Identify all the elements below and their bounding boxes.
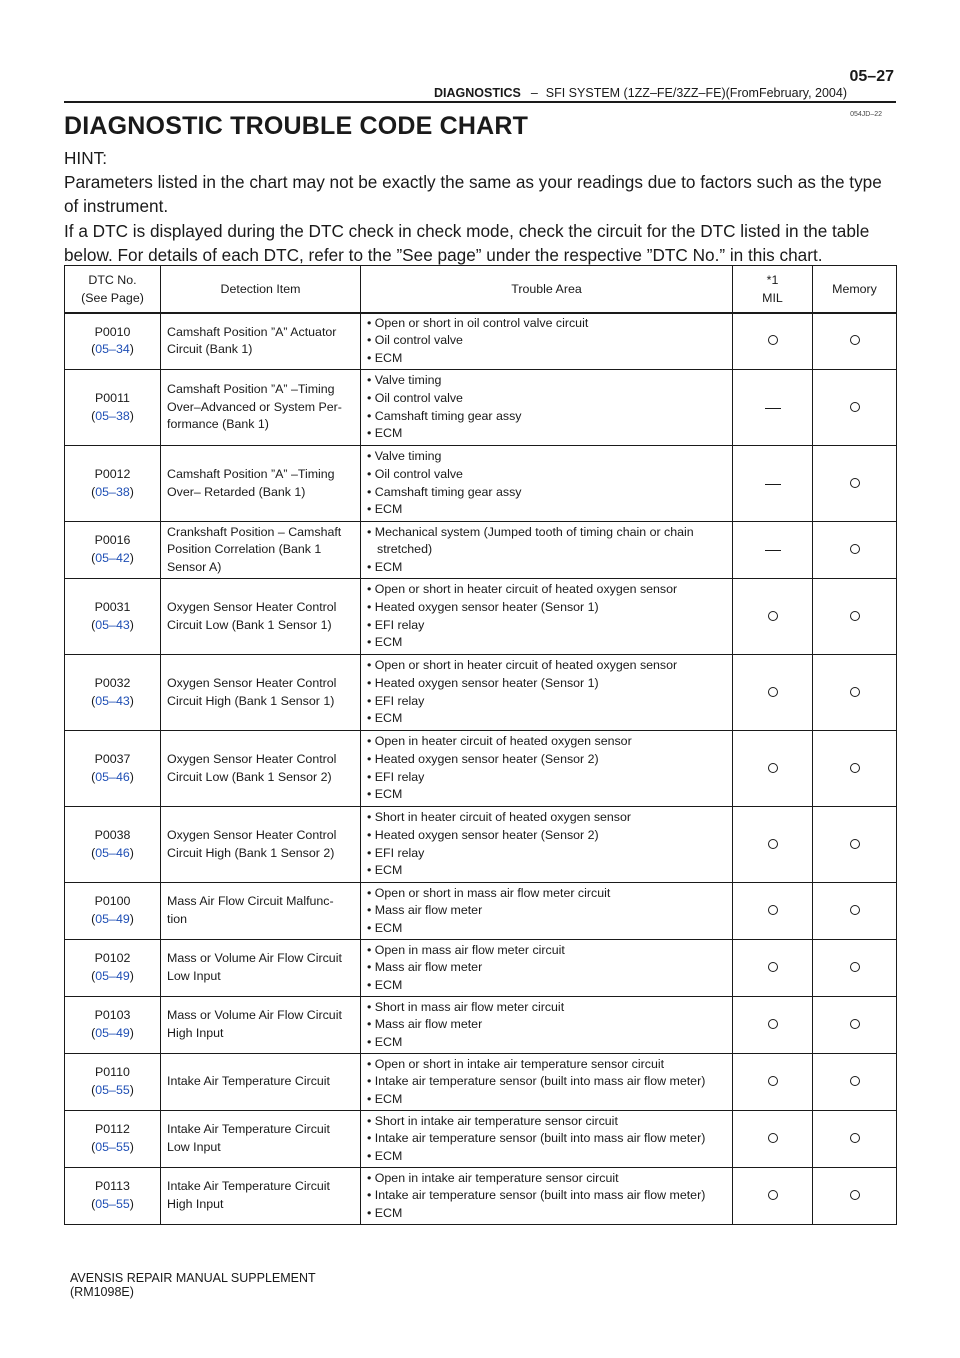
- detection-item-line: formance (Bank 1): [167, 417, 269, 432]
- detection-item-line: Intake Air Temperature Circuit: [167, 1074, 330, 1089]
- detection-item-line: Intake Air Temperature Circuit: [167, 1122, 330, 1137]
- detection-item-line: Oxygen Sensor Heater Control: [167, 827, 337, 842]
- dtc-code-cell: P0016 (05–42): [65, 522, 161, 579]
- detection-item-line: Camshaft Position ”A” –Timing: [167, 466, 335, 481]
- memory-circle-icon: [850, 962, 860, 972]
- mil-cell: [733, 807, 813, 883]
- header-separator: –: [530, 86, 538, 100]
- dtc-code: P0037: [94, 751, 131, 766]
- footer: [70, 1271, 316, 1299]
- intro-text: [64, 146, 898, 267]
- trouble-area-item: • Intake air temperature sensor (built into mass air flow meter): [367, 1130, 732, 1148]
- trouble-area-list: [367, 942, 732, 995]
- hint-paragraph-1: Parameters listed in the chart may not be exactly the same as your readings due to factors such as the type of instrument.: [64, 172, 882, 217]
- memory-cell: [813, 370, 897, 446]
- dtc-code: P0038: [94, 827, 131, 842]
- detection-item-line: Over–Advanced or System Per-: [167, 399, 342, 414]
- header-title: [434, 86, 847, 100]
- col-dtc-header: [65, 266, 161, 313]
- dtc-code-cell: P0102 (05–49): [65, 940, 161, 997]
- detection-item-line: Circuit (Bank 1): [167, 342, 253, 357]
- trouble-area-item: • ECM: [367, 501, 732, 519]
- trouble-area-item: • EFI relay: [367, 693, 732, 711]
- see-page-link[interactable]: 05–55: [95, 1083, 130, 1097]
- detection-item-line: Crankshaft Position – Camshaft: [167, 524, 342, 539]
- trouble-area-list: [367, 1056, 732, 1109]
- detection-item-line: Circuit High (Bank 1 Sensor 2): [167, 845, 335, 860]
- mil-cell: [733, 655, 813, 731]
- detection-item-line: Over– Retarded (Bank 1): [167, 484, 306, 499]
- trouble-area-item: • ECM: [367, 425, 732, 443]
- memory-circle-icon: [850, 905, 860, 915]
- trouble-area-item: • Heated oxygen sensor heater (Sensor 1): [367, 675, 732, 693]
- trouble-area-item: • ECM: [367, 559, 732, 577]
- trouble-area-item: • ECM: [367, 350, 732, 368]
- trouble-area-cell: [361, 313, 733, 370]
- mil-circle-icon: [768, 1076, 778, 1086]
- trouble-area-item: • Short in intake air temperature sensor circuit: [367, 1113, 732, 1131]
- memory-cell: [813, 883, 897, 940]
- memory-circle-icon: [850, 1076, 860, 1086]
- dtc-code: P0012: [94, 466, 131, 481]
- trouble-area-list: [367, 1113, 732, 1166]
- see-page-link[interactable]: 05–38: [95, 484, 130, 499]
- see-page-link[interactable]: 05–43: [95, 617, 130, 632]
- trouble-area-cell: [361, 940, 733, 997]
- hint-label: HINT:: [64, 148, 107, 168]
- mil-cell: [733, 731, 813, 807]
- memory-cell: [813, 1054, 897, 1111]
- detection-item-cell: [161, 446, 361, 522]
- detection-item-line: Oxygen Sensor Heater Control: [167, 599, 337, 614]
- detection-item-cell: [161, 997, 361, 1054]
- trouble-area-item: • Short in heater circuit of heated oxygen sensor: [367, 809, 732, 827]
- dtc-code: P0100: [94, 894, 131, 909]
- detection-item-line: Circuit High (Bank 1 Sensor 1): [167, 693, 335, 708]
- dtc-code: P0103: [94, 1008, 131, 1023]
- memory-circle-icon: [850, 402, 860, 412]
- memory-circle-icon: [850, 839, 860, 849]
- running-header: [64, 68, 896, 100]
- mil-circle-icon: [768, 763, 778, 773]
- trouble-area-cell: [361, 446, 733, 522]
- memory-cell: [813, 655, 897, 731]
- trouble-area-cell: [361, 579, 733, 655]
- dtc-code: P0112: [95, 1122, 130, 1137]
- detection-item-line: Circuit Low (Bank 1 Sensor 2): [167, 769, 332, 784]
- see-page-link[interactable]: 05–46: [95, 845, 130, 860]
- memory-cell: [813, 807, 897, 883]
- col-mil-line2: MIL: [762, 290, 783, 305]
- trouble-area-item: • Mechanical system (Jumped tooth of timing chain or chain stretched): [367, 524, 732, 559]
- trouble-area-item: • ECM: [367, 1205, 732, 1223]
- memory-cell: [813, 731, 897, 807]
- detection-item-line: Oxygen Sensor Heater Control: [167, 751, 337, 766]
- reference-code: 054JD–22: [850, 111, 882, 118]
- memory-cell: [813, 997, 897, 1054]
- trouble-area-item: • Open or short in mass air flow meter circuit: [367, 885, 732, 903]
- trouble-area-item: • EFI relay: [367, 845, 732, 863]
- trouble-area-list: [367, 885, 732, 938]
- memory-circle-icon: [850, 763, 860, 773]
- dtc-code-cell: P0038 (05–46): [65, 807, 161, 883]
- dtc-code-cell: P0113 (05–55): [65, 1168, 161, 1225]
- trouble-area-item: • ECM: [367, 634, 732, 652]
- detection-item-cell: [161, 522, 361, 579]
- detection-item-line: Camshaft Position ”A” Actuator: [167, 324, 337, 339]
- table-row: [65, 731, 897, 807]
- dtc-code: P0010: [94, 324, 131, 339]
- detection-item-line: tion: [167, 912, 187, 926]
- trouble-area-cell: [361, 731, 733, 807]
- col-trouble-header: Trouble Area: [361, 266, 733, 313]
- mil-not-lit-dash-icon: [765, 550, 781, 551]
- trouble-area-list: [367, 657, 732, 727]
- mil-cell: [733, 1168, 813, 1225]
- memory-circle-icon: [850, 611, 860, 621]
- detection-item-cell: [161, 1111, 361, 1168]
- trouble-area-list: [367, 524, 732, 577]
- mil-cell: [733, 1111, 813, 1168]
- dtc-code: P0031: [94, 599, 131, 614]
- detection-item-cell: [161, 1054, 361, 1111]
- trouble-area-item: • Open or short in oil control valve circuit: [367, 315, 732, 333]
- footer-manual-title: AVENSIS REPAIR MANUAL SUPPLEMENT: [70, 1271, 316, 1285]
- trouble-area-list: [367, 733, 732, 803]
- trouble-area-cell: [361, 522, 733, 579]
- mil-cell: [733, 883, 813, 940]
- mil-not-lit-dash-icon: [765, 408, 781, 409]
- trouble-area-list: [367, 1170, 732, 1223]
- table-row: [65, 655, 897, 731]
- detection-item-line: Low Input: [167, 969, 221, 983]
- memory-cell: [813, 313, 897, 370]
- header-subtitle: SFI SYSTEM (1ZZ–FE/3ZZ–FE)(FromFebruary, 2004): [545, 86, 847, 100]
- trouble-area-item: • ECM: [367, 1148, 732, 1166]
- trouble-area-cell: [361, 883, 733, 940]
- trouble-area-list: [367, 581, 732, 651]
- header-section: DIAGNOSTICS: [434, 86, 521, 100]
- dtc-code-cell: P0010 (05–34): [65, 313, 161, 370]
- detection-item-line: Position Correlation (Bank 1: [167, 542, 322, 557]
- detection-item-line: Mass or Volume Air Flow Circuit: [167, 1008, 342, 1023]
- mil-circle-icon: [768, 1190, 778, 1200]
- dtc-table: [64, 265, 897, 1225]
- trouble-area-item: • Valve timing: [367, 448, 732, 466]
- trouble-area-item: • Mass air flow meter: [367, 959, 732, 977]
- see-page-link[interactable]: 05–38: [95, 408, 130, 423]
- col-detection-header: Detection Item: [161, 266, 361, 313]
- trouble-area-item: • ECM: [367, 977, 732, 995]
- dtc-code-cell: P0112 (05–55): [65, 1111, 161, 1168]
- trouble-area-item: • Valve timing: [367, 372, 732, 390]
- mil-circle-icon: [768, 687, 778, 697]
- see-page-link[interactable]: 05–42: [95, 551, 130, 565]
- trouble-area-item: • Open or short in heater circuit of heated oxygen sensor: [367, 581, 732, 599]
- table-row: [65, 883, 897, 940]
- table-row: [65, 940, 897, 997]
- trouble-area-item: • Heated oxygen sensor heater (Sensor 2): [367, 827, 732, 845]
- detection-item-line: High Input: [167, 1026, 224, 1040]
- table-row: [65, 579, 897, 655]
- table-row: [65, 997, 897, 1054]
- detection-item-line: Camshaft Position ”A” –Timing: [167, 382, 335, 397]
- detection-item-cell: [161, 579, 361, 655]
- dtc-code: P0110: [95, 1065, 130, 1080]
- trouble-area-cell: [361, 1168, 733, 1225]
- footer-manual-code: (RM1098E): [70, 1285, 134, 1299]
- trouble-area-item: • ECM: [367, 786, 732, 804]
- table-row: [65, 446, 897, 522]
- dtc-code-cell: P0100 (05–49): [65, 883, 161, 940]
- trouble-area-item: • ECM: [367, 710, 732, 728]
- mil-cell: [733, 446, 813, 522]
- mil-cell: [733, 313, 813, 370]
- see-page-link[interactable]: 05–49: [95, 1026, 130, 1040]
- col-mil-line1: *1: [766, 272, 779, 287]
- mil-circle-icon: [768, 905, 778, 915]
- dtc-code: P0032: [94, 675, 131, 690]
- see-page-link[interactable]: 05–49: [95, 969, 130, 983]
- memory-cell: [813, 522, 897, 579]
- mil-cell: [733, 940, 813, 997]
- detection-item-line: Mass or Volume Air Flow Circuit: [167, 951, 342, 966]
- dtc-code: P0016: [94, 533, 131, 548]
- trouble-area-item: • Mass air flow meter: [367, 902, 732, 920]
- trouble-area-item: • Intake air temperature sensor (built into mass air flow meter): [367, 1187, 732, 1205]
- table-row: [65, 1168, 897, 1225]
- trouble-area-item: • Camshaft timing gear assy: [367, 484, 732, 502]
- trouble-area-item: • Open or short in intake air temperature sensor circuit: [367, 1056, 732, 1074]
- dtc-code-cell: P0031 (05–43): [65, 579, 161, 655]
- see-page-link[interactable]: 05–49: [95, 912, 130, 926]
- detection-item-cell: [161, 1168, 361, 1225]
- header-rule: [64, 101, 896, 103]
- trouble-area-list: [367, 999, 732, 1052]
- trouble-area-item: • Heated oxygen sensor heater (Sensor 1): [367, 599, 732, 617]
- dtc-code: P0102: [94, 951, 131, 966]
- mil-cell: [733, 1054, 813, 1111]
- mil-not-lit-dash-icon: [765, 484, 781, 485]
- mil-circle-icon: [768, 335, 778, 345]
- mil-cell: [733, 522, 813, 579]
- trouble-area-item: • Intake air temperature sensor (built into mass air flow meter): [367, 1073, 732, 1091]
- memory-circle-icon: [850, 478, 860, 488]
- trouble-area-item: • Heated oxygen sensor heater (Sensor 2): [367, 751, 732, 769]
- detection-item-line: Low Input: [167, 1140, 221, 1154]
- trouble-area-cell: [361, 1054, 733, 1111]
- dtc-code-cell: P0110 (05–55): [65, 1054, 161, 1111]
- memory-cell: [813, 940, 897, 997]
- trouble-area-list: [367, 315, 732, 368]
- detection-item-line: High Input: [167, 1197, 224, 1211]
- memory-circle-icon: [850, 1019, 860, 1029]
- detection-item-line: Intake Air Temperature Circuit: [167, 1179, 330, 1194]
- detection-item-line: Circuit Low (Bank 1 Sensor 1): [167, 617, 332, 632]
- detection-item-line: Mass Air Flow Circuit Malfunc-: [167, 894, 334, 909]
- trouble-area-cell: [361, 997, 733, 1054]
- see-page-link[interactable]: 05–34: [95, 342, 130, 357]
- detection-item-cell: [161, 731, 361, 807]
- table-row: [65, 1111, 897, 1168]
- trouble-area-cell: [361, 807, 733, 883]
- mil-circle-icon: [768, 611, 778, 621]
- see-page-link[interactable]: 05–55: [95, 1197, 130, 1211]
- mil-cell: [733, 997, 813, 1054]
- trouble-area-item: • EFI relay: [367, 769, 732, 787]
- page-number: 05–27: [849, 68, 894, 85]
- trouble-area-item: • ECM: [367, 1034, 732, 1052]
- table-row: [65, 807, 897, 883]
- detection-item-cell: [161, 940, 361, 997]
- trouble-area-item: • Open or short in heater circuit of heated oxygen sensor: [367, 657, 732, 675]
- memory-circle-icon: [850, 335, 860, 345]
- dtc-code: P0113: [95, 1179, 130, 1194]
- col-memory-header: Memory: [813, 266, 897, 313]
- mil-circle-icon: [768, 1133, 778, 1143]
- detection-item-line: Sensor A): [167, 559, 222, 574]
- trouble-area-item: • ECM: [367, 862, 732, 880]
- memory-circle-icon: [850, 1133, 860, 1143]
- memory-cell: [813, 579, 897, 655]
- mil-circle-icon: [768, 839, 778, 849]
- see-page-link[interactable]: 05–43: [95, 693, 130, 708]
- trouble-area-cell: [361, 370, 733, 446]
- col-mil-header: [733, 266, 813, 313]
- trouble-area-item: • Mass air flow meter: [367, 1016, 732, 1034]
- hint-paragraph-2: If a DTC is displayed during the DTC check in check mode, check the circuit for the DTC listed in the table below. For details of each DTC, refer to the ”See page” under the respective ”DTC No.” in this chart.: [64, 220, 870, 265]
- memory-cell: [813, 446, 897, 522]
- trouble-area-cell: [361, 655, 733, 731]
- memory-circle-icon: [850, 544, 860, 554]
- trouble-area-cell: [361, 1111, 733, 1168]
- trouble-area-item: • Open in mass air flow meter circuit: [367, 942, 732, 960]
- memory-circle-icon: [850, 687, 860, 697]
- trouble-area-item: • Short in mass air flow meter circuit: [367, 999, 732, 1017]
- table-row: [65, 313, 897, 370]
- see-page-link[interactable]: 05–46: [95, 769, 130, 784]
- trouble-area-item: • EFI relay: [367, 617, 732, 635]
- trouble-area-item: • Oil control valve: [367, 466, 732, 484]
- page-title: DIAGNOSTIC TROUBLE CODE CHART: [64, 112, 529, 140]
- trouble-area-item: • Open in intake air temperature sensor circuit: [367, 1170, 732, 1188]
- trouble-area-list: [367, 809, 732, 879]
- mil-circle-icon: [768, 962, 778, 972]
- dtc-code-cell: P0032 (05–43): [65, 655, 161, 731]
- table-row: [65, 1054, 897, 1111]
- memory-cell: [813, 1111, 897, 1168]
- see-page-link[interactable]: 05–55: [95, 1140, 130, 1154]
- trouble-area-list: [367, 448, 732, 518]
- col-dtc-line2: (See Page): [81, 290, 144, 305]
- mil-cell: [733, 370, 813, 446]
- dtc-code-cell: P0012 (05–38): [65, 446, 161, 522]
- trouble-area-item: • Camshaft timing gear assy: [367, 408, 732, 426]
- trouble-area-item: • Open in heater circuit of heated oxygen sensor: [367, 733, 732, 751]
- dtc-code-cell: P0103 (05–49): [65, 997, 161, 1054]
- trouble-area-item: • Oil control valve: [367, 332, 732, 350]
- trouble-area-list: [367, 372, 732, 442]
- detection-item-cell: [161, 313, 361, 370]
- dtc-code: P0011: [95, 390, 130, 405]
- detection-item-cell: [161, 370, 361, 446]
- table-row: [65, 522, 897, 579]
- col-dtc-line1: DTC No.: [88, 272, 137, 287]
- table-header-row: [65, 266, 897, 313]
- trouble-area-item: • ECM: [367, 1091, 732, 1109]
- trouble-area-item: • ECM: [367, 920, 732, 938]
- detection-item-line: Oxygen Sensor Heater Control: [167, 675, 337, 690]
- detection-item-cell: [161, 883, 361, 940]
- memory-cell: [813, 1168, 897, 1225]
- mil-cell: [733, 579, 813, 655]
- detection-item-cell: [161, 807, 361, 883]
- dtc-code-cell: P0011 (05–38): [65, 370, 161, 446]
- table-row: [65, 370, 897, 446]
- trouble-area-item: • Oil control valve: [367, 390, 732, 408]
- memory-circle-icon: [850, 1190, 860, 1200]
- dtc-code-cell: P0037 (05–46): [65, 731, 161, 807]
- detection-item-cell: [161, 655, 361, 731]
- mil-circle-icon: [768, 1019, 778, 1029]
